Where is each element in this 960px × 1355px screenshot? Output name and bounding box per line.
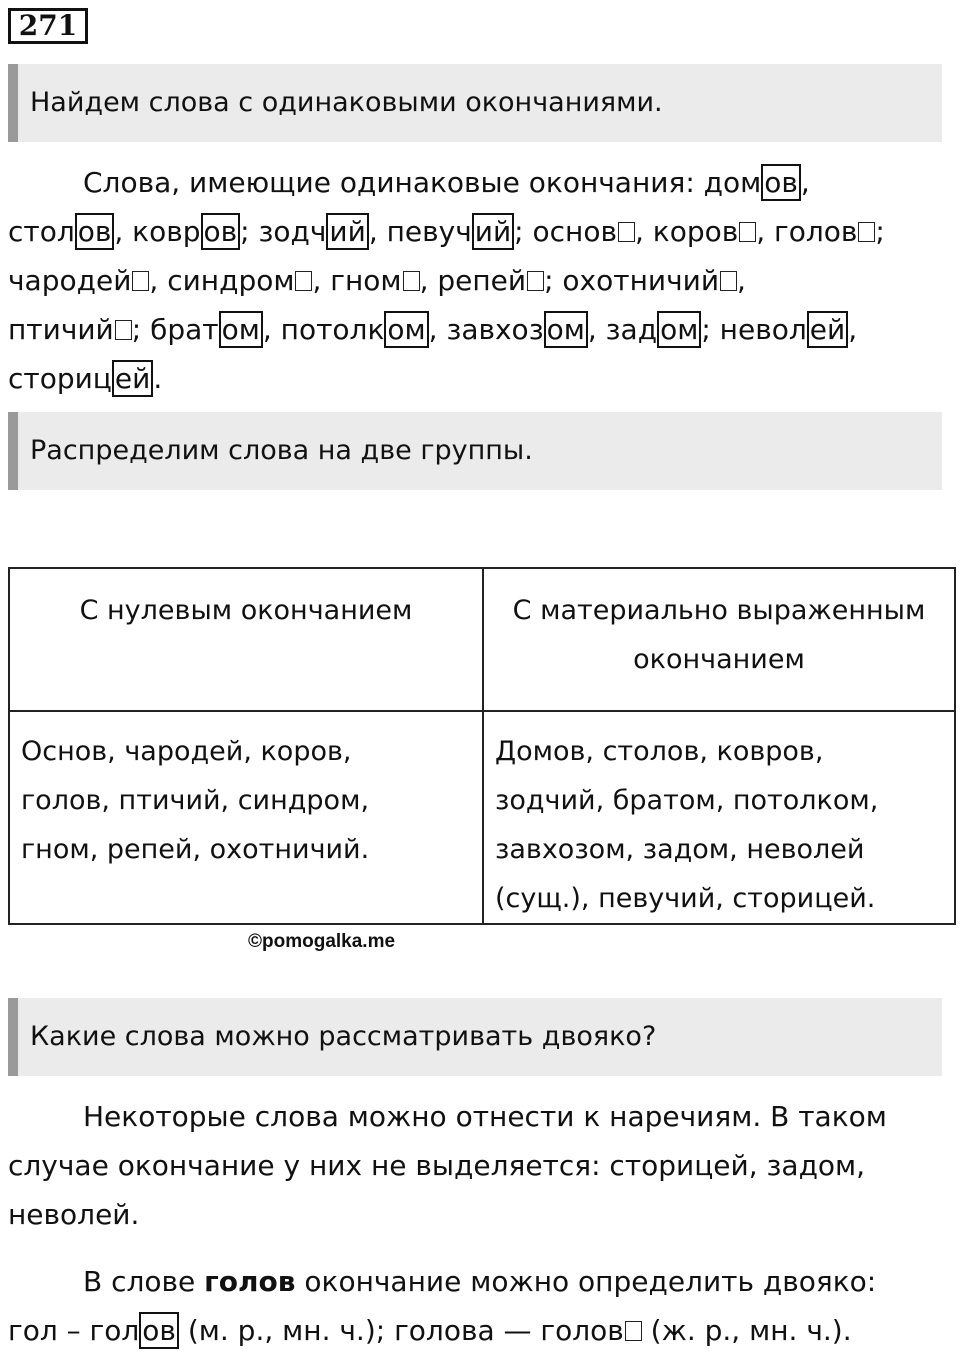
cell-zero-ending-words [9, 711, 483, 924]
ending-box: ий [472, 213, 514, 250]
cell-line: (сущ.), певучий, сторицей. [495, 883, 876, 914]
text: (ж. р., мн. ч.). [641, 1314, 852, 1347]
text: чародей [8, 264, 132, 297]
text: , потолк [262, 313, 385, 346]
text-line [8, 207, 938, 256]
paragraph-same-endings [8, 158, 938, 403]
cell-material-ending-words [483, 711, 955, 924]
cell-line: Домов, столов, ковров, [495, 736, 824, 767]
zero-ending-box [132, 271, 149, 291]
text: , голов [756, 215, 858, 248]
zero-ending-box [295, 271, 312, 291]
ending-box: ом [544, 311, 588, 348]
zero-ending-box [720, 271, 737, 291]
text: гол – гол [8, 1314, 140, 1347]
table-header-row [9, 568, 955, 711]
cell-line: гном, репей, охотничий. [21, 834, 370, 865]
text: , [737, 264, 746, 297]
zero-ending-box [625, 1321, 642, 1341]
text: ; [875, 215, 885, 248]
text-line [8, 1257, 938, 1306]
text: , ковр [114, 215, 201, 248]
zero-ending-box [739, 222, 756, 242]
text: , завхоз [428, 313, 544, 346]
ending-box: ов [75, 213, 115, 250]
header-text: С материально выраженным окончанием [512, 595, 926, 675]
text: , коров [634, 215, 739, 248]
text: стол [8, 215, 75, 248]
text-line [8, 305, 938, 354]
ending-box: ов [761, 164, 801, 201]
paragraph-golov [8, 1257, 938, 1355]
zero-ending-box [527, 271, 544, 291]
task-number: 271 [8, 8, 88, 44]
cell-line: Основ, чародей, коров, [21, 736, 352, 767]
zero-ending-box [858, 222, 875, 242]
text: , гном [312, 264, 402, 297]
text: сториц [8, 362, 112, 395]
text: Слова, имеющие одинаковые окончания: дом [83, 166, 762, 199]
ending-box: ей [807, 311, 848, 348]
groups-table [8, 567, 956, 925]
header-material-ending [483, 568, 955, 711]
text: ; основ [514, 215, 617, 248]
text-line: случае окончание у них не выделяется: сторицей, задом, [8, 1149, 866, 1182]
header-text: С нулевым окончанием [79, 595, 413, 626]
cell-line: завхозом, задом, неволей [495, 834, 865, 865]
copyright: ©pomogalka.me [248, 931, 396, 952]
ending-box: ом [384, 311, 428, 348]
text: , [800, 166, 810, 199]
text: окончание можно определить двояко: [295, 1265, 877, 1298]
cell-line: голов, птичий, синдром, [21, 785, 370, 816]
section-heading-two-groups: Распределим слова на две группы. [8, 412, 942, 490]
ending-box: ий [326, 213, 368, 250]
section-heading-same-endings: Найдем слова с одинаковыми окончаниями. [8, 64, 942, 142]
ending-box: ом [219, 311, 263, 348]
zero-ending-box [115, 320, 132, 340]
text: , зад [587, 313, 658, 346]
bold-word: голов [204, 1265, 296, 1298]
text: . [153, 362, 163, 395]
text: , певуч [368, 215, 472, 248]
ending-box: ов [139, 1312, 179, 1349]
text: ; брат [131, 313, 219, 346]
text: , [848, 313, 858, 346]
text: птичий [8, 313, 114, 346]
header-zero-ending [9, 568, 483, 711]
table-row [9, 711, 955, 924]
text: ; зодч [240, 215, 327, 248]
text-line: Некоторые слова можно отнести к наречиям. В таком [83, 1100, 887, 1133]
text: , репей [419, 264, 527, 297]
text: В слове [83, 1265, 205, 1298]
text: ; охотничий [544, 264, 720, 297]
paragraph-adverbs [8, 1092, 938, 1239]
text-line [8, 256, 938, 305]
text: ; невол [701, 313, 807, 346]
text: , синдром [149, 264, 295, 297]
text-line [8, 354, 938, 403]
text-line [8, 1306, 938, 1355]
text-line: неволей. [8, 1198, 140, 1231]
ending-box: ом [657, 311, 701, 348]
cell-line: зодчий, братом, потолком, [495, 785, 879, 816]
section-heading-ambiguous: Какие слова можно рассматривать двояко? [8, 998, 942, 1076]
zero-ending-box [403, 271, 420, 291]
ending-box: ей [112, 360, 153, 397]
text-line [8, 158, 938, 207]
text: (м. р., мн. ч.); голова — голов [178, 1314, 624, 1347]
zero-ending-box [618, 222, 635, 242]
ending-box: ов [201, 213, 241, 250]
